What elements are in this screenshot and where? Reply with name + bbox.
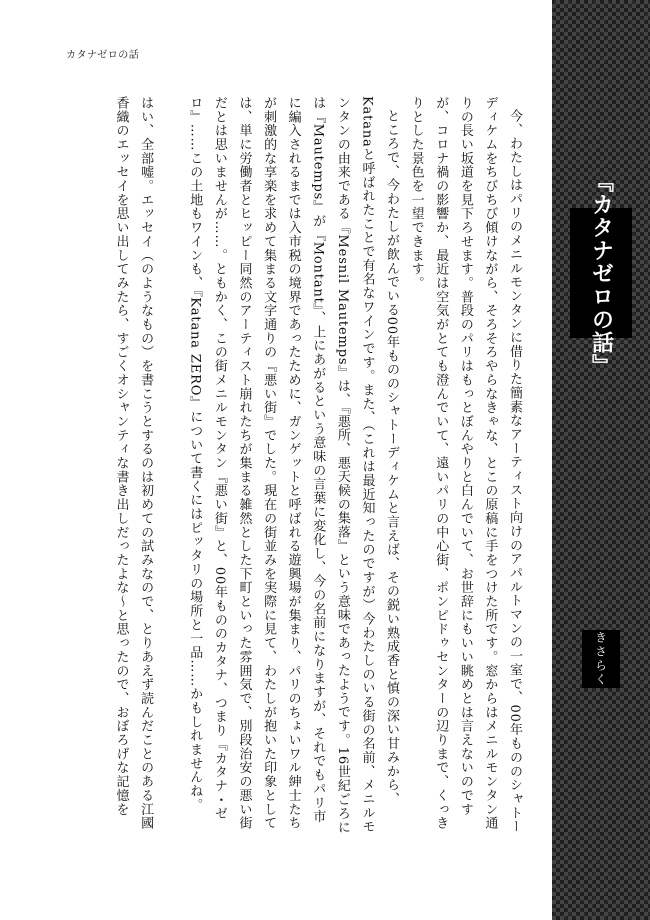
running-head: カタナゼロの話 xyxy=(66,50,140,61)
paragraph-1: 今、わたしはパリのメニルモンタンに借りた簡素なアーティスト向けのアパルトマンの一室で、00年もののシャトーディケムをちびちび傾けながら、そろそろやらなきゃな、とこの原稿に手をつけた所です。窓からはメニルモンタン通りの長い坂道を見下ろせます。普段のパリはもっとぼんやりと白んでいて、お世辞にもいい眺めとは言えないのですが、コロナ禍の影響か、最近は空気がとても澄んでいて、遠いパリの中心街、ポンピドゥセンターの辺りまで、くっきりとした景色を一望できます。 xyxy=(408,96,522,834)
paragraph-2: ところで、今わたしが飲んでいる00年もののシャトーディケムと言えば、その鋭い熟成香と慎の深い甘みから、Katanaと呼ばれたことで有名なワインです。また、（これは最近知ったのですが）今わたしのいる街の名前、メニルモンタンの由来である『Mesnil Mautemps』は、『悪所、悪天候の集落』という意味であったようです。16世紀ごろには『Mautemps』が『Montant』、上にあがるという意味の言葉に変化し、今の名前になりますが、それでもパリ市に編入されるまでは入市税の境界であったために、ガンゲットと呼ばれる遊興場が集まり、パリのちょいワル紳士たちが刺激的な享楽を求めて集まる文字通りの『悪い街』でした。現在の街並みを実際に見て、わたしが抱いた印象としては、単に労働者とヒッピー同然のアーティスト崩れたちが集まる雑然とした下町といった雰囲気で、別段治安の悪い街だとは思いませんが……。ともかく、この街メニルモンタン『悪い街』と、00年もののカタナ、つまり『カタナ・ゼロ』……この土地もワインも、『Katana ZERO』について書くにはピッタリの場所と一品……かもしれませんね。 xyxy=(187,96,400,835)
essay-title: 『カタナゼロの話』 xyxy=(588,169,614,377)
title-sidebar xyxy=(552,0,650,920)
author-name: きさらく xyxy=(593,631,608,687)
author-box xyxy=(582,630,620,688)
essay-body xyxy=(54,96,526,836)
title-box xyxy=(570,169,632,377)
paragraph-3: はい、全部嘘。エッセイ（のようなもの）を書こうとするのは初めての試みなので、とりあえず読んだことのある江國香織のエッセイを思い出してみたら、すごくオシャンティな書き出しだったよな〜と思ったので、おぼろげな記憶を xyxy=(113,96,154,831)
